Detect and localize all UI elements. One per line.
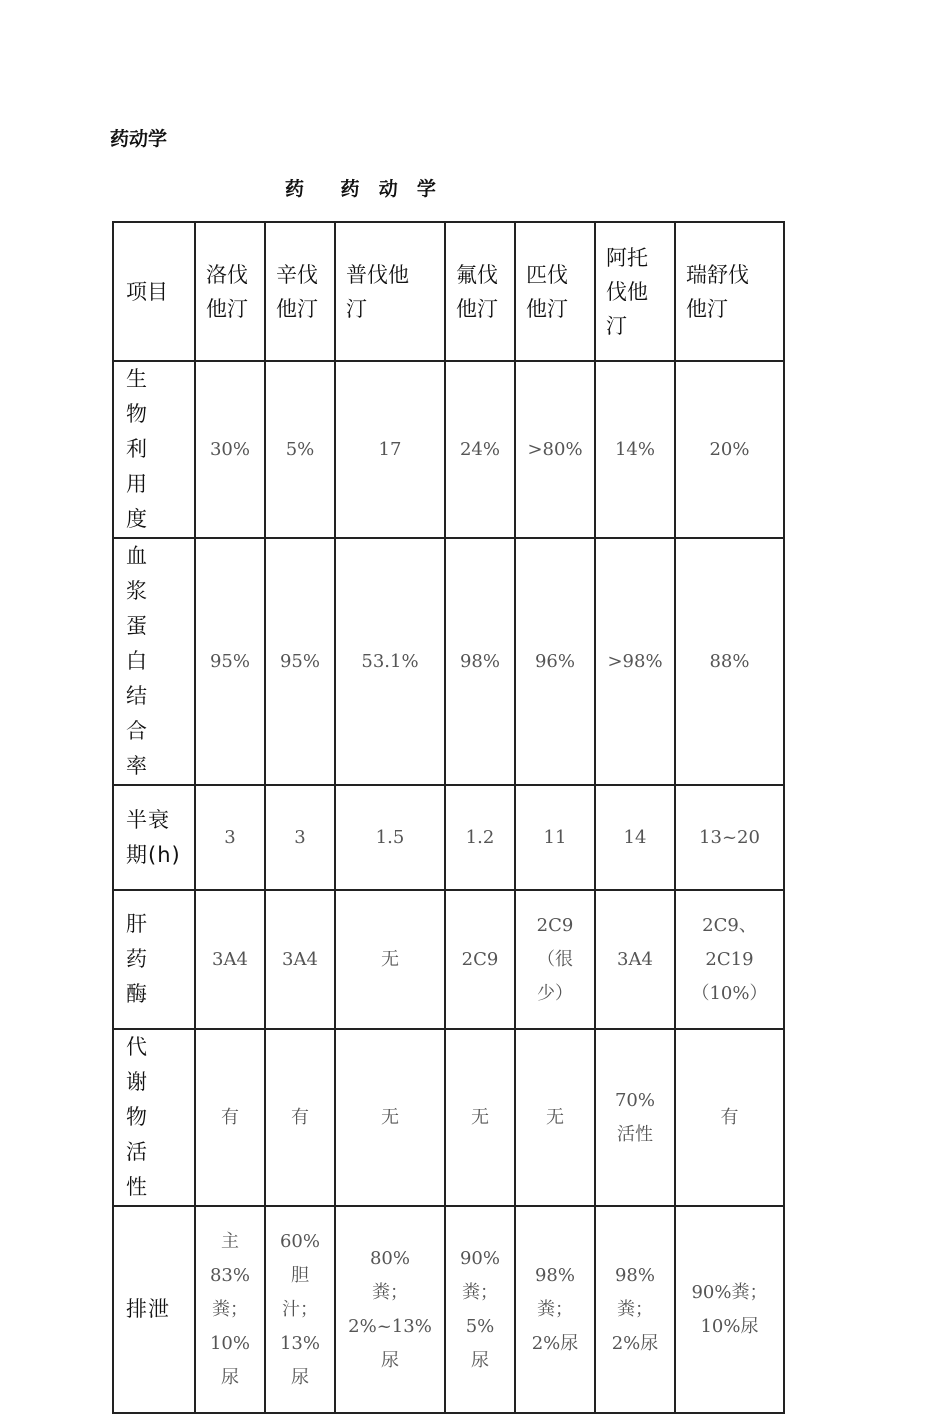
table-cell: >98% (595, 538, 675, 785)
table-cell: 无 (335, 890, 445, 1029)
table-row (113, 785, 784, 890)
table-header-row (113, 222, 784, 361)
table-cell: 53.1% (335, 538, 445, 785)
table-cell: 有 (675, 1029, 784, 1206)
table-cell: 有 (195, 1029, 265, 1206)
table-cell: 无 (335, 1029, 445, 1206)
table-row (113, 361, 784, 538)
table-cell: 3 (265, 785, 335, 890)
table-cell: 95% (195, 538, 265, 785)
table-cell: 1.5 (335, 785, 445, 890)
row-label: 代谢 物活 性 (113, 1029, 195, 1206)
page-heading: 药动学 (110, 128, 168, 150)
table-cell: 3A4 (265, 890, 335, 1029)
header-cell-drug-2: 辛伐 他汀 (265, 222, 335, 361)
table-cell: 20% (675, 361, 784, 538)
header-cell-drug-1: 洛伐 他汀 (195, 222, 265, 361)
table-cell: 2C9 (445, 890, 515, 1029)
table-row (113, 1029, 784, 1206)
table-row (113, 890, 784, 1029)
pharmacokinetics-table (112, 221, 785, 1414)
header-cell-item: 项目 (113, 222, 195, 361)
table-cell: 90% 粪； 5% 尿 (445, 1206, 515, 1413)
table-cell: 3A4 (595, 890, 675, 1029)
row-label: 生物 利用 度 (113, 361, 195, 538)
row-label: 半衰 期(h) (113, 785, 195, 890)
header-cell-drug-4: 氟伐 他汀 (445, 222, 515, 361)
table-cell: 95% (265, 538, 335, 785)
header-cell-drug-3: 普伐他 汀 (335, 222, 445, 361)
table-cell: 88% (675, 538, 784, 785)
table-cell: 2C9、 2C19 （10%） (675, 890, 784, 1029)
table-cell: 5% (265, 361, 335, 538)
table-cell: 1.2 (445, 785, 515, 890)
table-cell: 3 (195, 785, 265, 890)
table-cell: 无 (445, 1029, 515, 1206)
table-cell: 无 (515, 1029, 595, 1206)
table-cell: 96% (515, 538, 595, 785)
row-label: 排泄 (113, 1206, 195, 1413)
table-title: 药 药 动 学 (285, 178, 438, 200)
table-cell: 98% (445, 538, 515, 785)
table-cell: 98% 粪； 2%尿 (595, 1206, 675, 1413)
row-label: 肝药 酶 (113, 890, 195, 1029)
table-cell: 70% 活性 (595, 1029, 675, 1206)
table-cell: 3A4 (195, 890, 265, 1029)
table-cell: 13~20 (675, 785, 784, 890)
table-row (113, 538, 784, 785)
table-cell: 有 (265, 1029, 335, 1206)
table-cell: 80% 粪； 2%~13% 尿 (335, 1206, 445, 1413)
table-cell: 主 83% 粪； 10% 尿 (195, 1206, 265, 1413)
table-cell: 30% (195, 361, 265, 538)
header-cell-drug-5: 匹伐 他汀 (515, 222, 595, 361)
table-cell: 98% 粪； 2%尿 (515, 1206, 595, 1413)
row-label: 血浆 蛋白 结合 率 (113, 538, 195, 785)
table-cell: 17 (335, 361, 445, 538)
table-cell: 14 (595, 785, 675, 890)
table-cell: 60% 胆 汁； 13% 尿 (265, 1206, 335, 1413)
header-cell-drug-7: 瑞舒伐 他汀 (675, 222, 784, 361)
table-cell: 24% (445, 361, 515, 538)
table-row (113, 1206, 784, 1413)
table-cell: 14% (595, 361, 675, 538)
table-cell: >80% (515, 361, 595, 538)
table-cell: 2C9 （很 少） (515, 890, 595, 1029)
table-cell: 90%粪； 10%尿 (675, 1206, 784, 1413)
table-cell: 11 (515, 785, 595, 890)
header-cell-drug-6: 阿托 伐他 汀 (595, 222, 675, 361)
